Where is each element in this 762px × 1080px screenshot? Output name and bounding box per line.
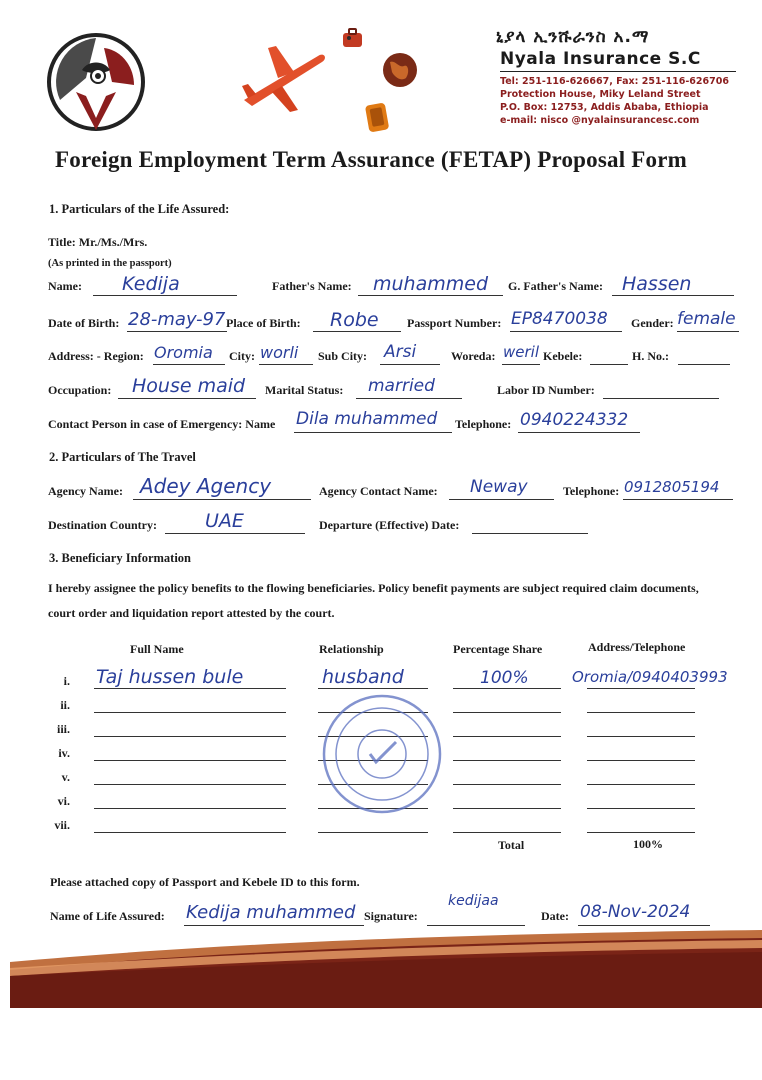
beneficiary-relationship-value[interactable]: husband [322, 666, 404, 688]
beneficiary-paragraph: I hereby assignee the policy benefits to the flowing beneficiaries. Policy benefit payments are subject required claim documents, court order and liquidation report attested by the court. [48, 581, 699, 620]
beneficiary-name-line [94, 736, 286, 737]
beneficiary-share-value[interactable]: 100% [480, 668, 529, 688]
destination-country-value[interactable]: UAE [205, 510, 244, 532]
footer-band [10, 928, 762, 1008]
company-pobox: P.O. Box: 12753, Addis Ababa, Ethiopia [500, 102, 709, 113]
attach-note: Please attached copy of Passport and Kebele ID to this form. [50, 875, 360, 889]
beneficiary-row-number: vi. [57, 794, 70, 808]
emergency-telephone-label: Telephone: [455, 417, 512, 431]
name-value[interactable]: Kedija [122, 273, 180, 295]
title-label: Title: Mr./Ms./Mrs. [48, 235, 148, 249]
agency-name-label: Agency Name: [48, 484, 123, 498]
passport-number-value[interactable]: EP8470038 [511, 309, 608, 329]
beneficiary-share-line [453, 808, 561, 809]
subcity-label: Sub City: [318, 349, 368, 363]
beneficiary-row-number: vii. [54, 818, 70, 832]
total-label: Total [498, 838, 525, 852]
beneficiary-row-number: i. [63, 674, 70, 688]
father-name-label: Father's Name: [272, 279, 352, 293]
life-assured-value[interactable]: Kedija muhammed [186, 902, 356, 923]
agency-telephone-value[interactable]: 0912805194 [624, 478, 720, 496]
beneficiary-name-line [94, 688, 286, 689]
labor-id-label: Labor ID Number: [497, 383, 595, 397]
beneficiary-address-line [587, 784, 695, 785]
agency-stamp [312, 690, 452, 820]
section3-heading: 3. Beneficiary Information [49, 551, 191, 565]
life-assured-label: Name of Life Assured: [50, 909, 165, 923]
beneficiary-share-line [453, 712, 561, 713]
gfather-name-value[interactable]: Hassen [622, 273, 692, 295]
beneficiary-name-line [94, 784, 286, 785]
company-address: Protection House, Miky Leland Street [500, 89, 701, 100]
emergency-contact-label: Contact Person in case of Emergency: Name [48, 417, 276, 431]
beneficiary-relationship-line [318, 688, 428, 689]
beneficiary-row-number: iv. [58, 746, 70, 760]
city-label: City: [229, 349, 255, 363]
marital-status-label: Marital Status: [265, 383, 344, 397]
agency-telephone-label: Telephone: [563, 484, 620, 498]
company-name: Nyala Insurance S.C [500, 49, 701, 69]
beneficiary-row-number: v. [61, 770, 70, 784]
pob-label: Place of Birth: [226, 316, 301, 330]
woreda-label: Woreda: [451, 349, 496, 363]
signature-value[interactable]: kedijaa [448, 893, 499, 909]
company-name-amharic: ኒያላ ኢንሹራንስ አ.ማ [496, 27, 650, 47]
gfather-name-label: G. Father's Name: [508, 279, 603, 293]
beneficiary-address-line [587, 688, 695, 689]
beneficiary-address-line [587, 808, 695, 809]
date-value[interactable]: 08-Nov-2024 [580, 902, 691, 922]
emergency-telephone-value[interactable]: 0940224332 [520, 410, 629, 430]
kebele-label: Kebele: [543, 349, 583, 363]
agency-name-value[interactable]: Adey Agency [140, 474, 272, 498]
globe-icon [380, 50, 420, 90]
company-tel: Tel: 251-116-626667, Fax: 251-116-626706 [500, 76, 729, 87]
hno-label: H. No.: [632, 349, 669, 363]
emergency-contact-value[interactable]: Dila muhammed [296, 409, 438, 429]
beneficiary-name-line [94, 808, 286, 809]
gender-label: Gender: [631, 316, 674, 330]
section1-heading: 1. Particulars of the Life Assured: [49, 202, 230, 216]
beneficiary-address-line [587, 736, 695, 737]
beneficiary-share-line [453, 832, 561, 833]
beneficiary-address-line [587, 712, 695, 713]
region-label: Address: - Region: [48, 349, 144, 363]
beneficiary-row-number: iii. [56, 722, 70, 736]
pob-value[interactable]: Robe [330, 309, 379, 331]
destination-country-label: Destination Country: [48, 518, 158, 532]
airplane-icon [238, 42, 328, 114]
woreda-value[interactable]: weril [503, 343, 539, 361]
total-value: 100% [633, 837, 663, 851]
col-fullname-header: Full Name [130, 642, 184, 656]
dob-label: Date of Birth: [48, 316, 120, 330]
occupation-label: Occupation: [48, 383, 112, 397]
beneficiary-share-line [453, 760, 561, 761]
beneficiary-share-line [453, 736, 561, 737]
col-relationship-header: Relationship [319, 642, 384, 656]
passport-note: (As printed in the passport) [48, 258, 172, 269]
beneficiary-name-line [94, 760, 286, 761]
company-email: e-mail: nisco @nyalainsurancesc.com [500, 115, 700, 126]
beneficiary-address-value[interactable]: Oromia/0940403993 [572, 668, 728, 686]
beneficiary-share-line [453, 688, 561, 689]
agency-contact-value[interactable]: Neway [470, 477, 528, 497]
company-logo [46, 30, 150, 138]
form-title: Foreign Employment Term Assurance (FETAP) Proposal Form [55, 147, 687, 172]
region-value[interactable]: Oromia [154, 343, 213, 362]
beneficiary-address-line [587, 760, 695, 761]
gender-value[interactable]: female [677, 309, 736, 329]
luggage-icon [340, 26, 366, 52]
beneficiary-address-line [587, 832, 695, 833]
signature-label: Signature: [364, 909, 418, 923]
beneficiary-name-line [94, 832, 286, 833]
beneficiary-row-number: ii. [60, 698, 70, 712]
agency-contact-label: Agency Contact Name: [319, 484, 438, 498]
company-contact-block [500, 75, 729, 127]
col-address-header: Address/Telephone [588, 640, 686, 654]
marital-status-value[interactable]: married [368, 376, 435, 396]
occupation-value[interactable]: House maid [132, 375, 246, 397]
subcity-value[interactable]: Arsi [384, 342, 417, 362]
name-label: Name: [48, 279, 82, 293]
departure-date-label: Departure (Effective) Date: [319, 518, 460, 532]
city-value[interactable]: worli [260, 343, 299, 362]
beneficiary-name-line [94, 712, 286, 713]
header-divider [500, 71, 736, 72]
col-share-header: Percentage Share [453, 642, 543, 656]
beneficiary-relationship-line [318, 832, 428, 833]
section2-heading: 2. Particulars of The Travel [49, 450, 196, 464]
father-name-value[interactable]: muhammed [373, 273, 489, 295]
dob-value[interactable]: 28-may-97 [128, 309, 226, 330]
beneficiary-share-line [453, 784, 561, 785]
date-label: Date: [541, 909, 569, 923]
beneficiary-name-value[interactable]: Taj hussen bule [96, 666, 244, 688]
suitcase-icon [362, 100, 392, 134]
passport-number-label: Passport Number: [407, 316, 502, 330]
